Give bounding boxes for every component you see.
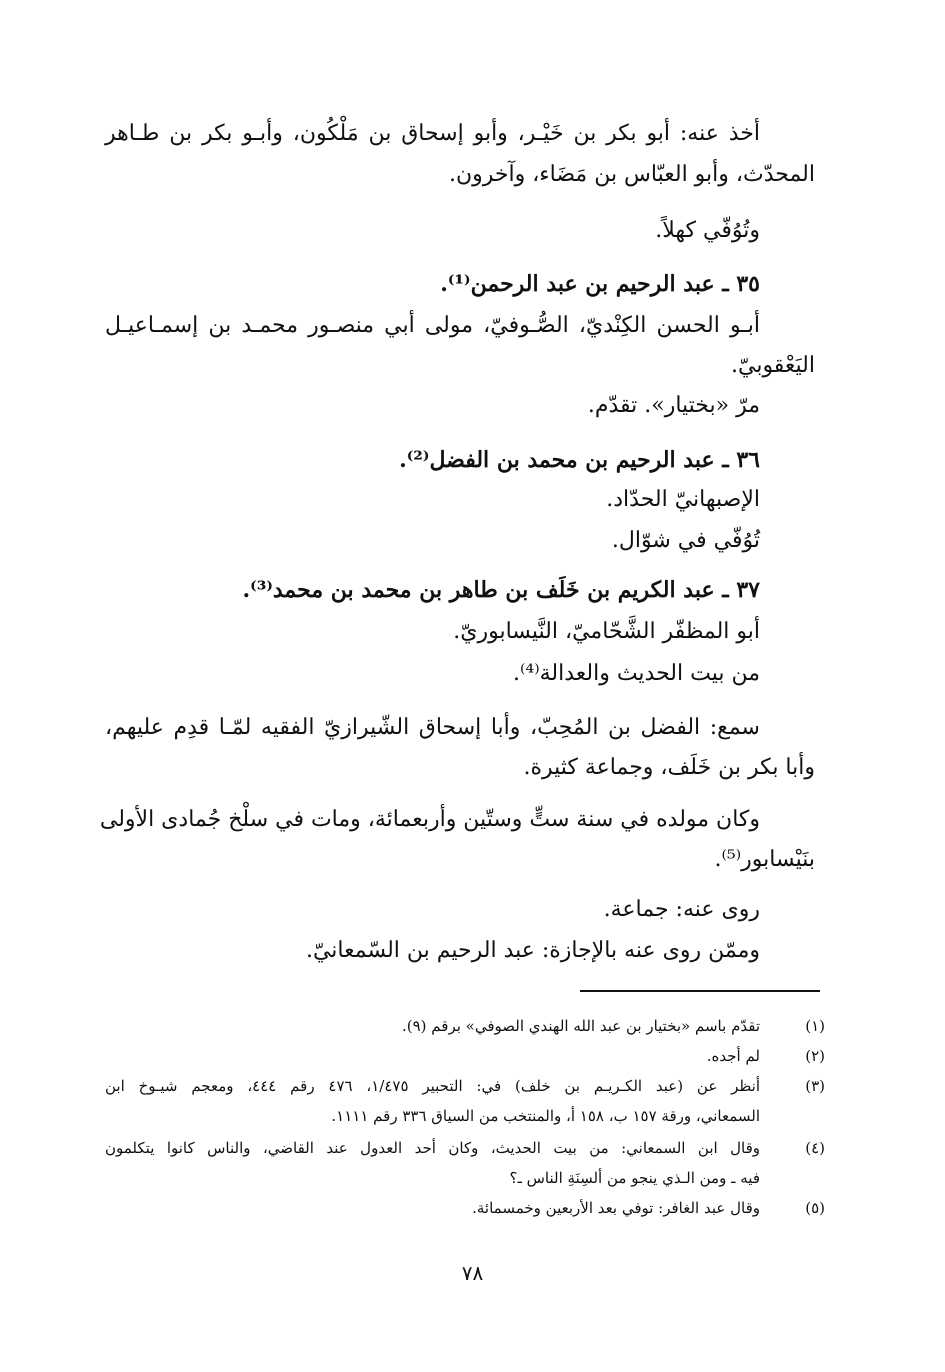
footnote-number: (٥) [805, 1199, 825, 1217]
footnote-number: (١) [805, 1017, 825, 1035]
entry-heading-37: ٣٧ ـ عبد الكريم بن خَلَف بن طاهر بن محمد بن محمد⁽³⁾. [242, 577, 760, 603]
body-line: المحدّث، وأبو العبّاس بن مَضَاء، وآخرون. [448, 162, 815, 187]
body-line: أبو المظفّر الشَّحّاميّ، النَّيسابوريّ. [453, 619, 760, 644]
body-line: الإصبهانيّ الحدّاد. [606, 487, 760, 512]
body-line: مرّ «بختيار». تقدّم. [587, 393, 760, 418]
body-line: من بيت الحديث والعدالة⁽⁴⁾. [512, 661, 760, 686]
footnote-text: وقال ابن السمعاني: من بيت الحديث، وكان أحد العدول عند القاضي، والناس كانوا يتكلمون [105, 1139, 760, 1157]
footnote-text: فيه ـ ومن الـذي ينجو من ألسِنَةِ الناس ـ؟ [509, 1169, 760, 1187]
footnote-text: وقال عبد الغافر: توفي بعد الأربعين وخمسمائة. [472, 1199, 760, 1217]
body-line: وتُوُفّي كهلاً. [655, 218, 760, 243]
footnote-divider [580, 990, 820, 992]
footnote-number: (٣) [805, 1077, 825, 1095]
body-line: روى عنه: جماعة. [603, 897, 760, 922]
body-line: أخذ عنه: أبو بكر بن خَيْـر، وأبو إسحاق بن مَلْكُون، وأبـو بكر بن طـاهر [105, 121, 760, 146]
footnote-text: السمعاني، ورقة ١٥٧ ب، ١٥٨ أ، والمنتخب من السياق ٣٣٦ رقم ١١١١. [331, 1107, 760, 1125]
page-number: ٧٨ [461, 1261, 484, 1285]
body-line: أبـو الحسن الكِنْديّ، الصُّـوفيّ، مولى أبي منصـور محمـد بن إسمـاعيـل [105, 313, 760, 338]
body-line: بنَيْسابور⁽⁵⁾. [714, 847, 815, 872]
footnote-text: أنظر عن (عبد الكـريـم بن خلف) في: التحبير ١/٤٧٥، ٤٧٦ رقم ٤٤٤، ومعجم شيـوخ ابن [105, 1077, 761, 1095]
entry-heading-36: ٣٦ ـ عبد الرحيم بن محمد بن الفضل⁽²⁾. [399, 447, 760, 473]
footnote-number: (٢) [805, 1047, 825, 1065]
entry-heading-35: ٣٥ ـ عبد الرحيم بن عبد الرحمن⁽¹⁾. [440, 271, 760, 297]
body-line: وكان مولده في سنة ستٍّ وستّين وأربعمائة، ومات في سلْخ جُمادى الأولى [99, 807, 760, 832]
body-line: وأبا بكر بن خَلَف، وجماعة كثيرة. [523, 755, 815, 780]
footnote-text: تقدّم باسم «بختيار بن عبد الله الهندي الصوفي» برقم (٩). [401, 1017, 760, 1035]
body-line: اليَعْقوبيّ. [730, 353, 815, 378]
footnote-text: لم أجده. [706, 1047, 760, 1065]
footnote-number: (٤) [805, 1139, 825, 1157]
body-line: سمع: الفضل بن المُحِبّ، وأبا إسحاق الشّيرازيّ الفقيه لمّـا قدِم عليهم، [105, 715, 760, 740]
body-line: تُوُفّي في شوّال. [611, 528, 760, 553]
body-line: وممّن روى عنه بالإجازة: عبد الرحيم بن السّمعانيّ. [305, 938, 760, 963]
